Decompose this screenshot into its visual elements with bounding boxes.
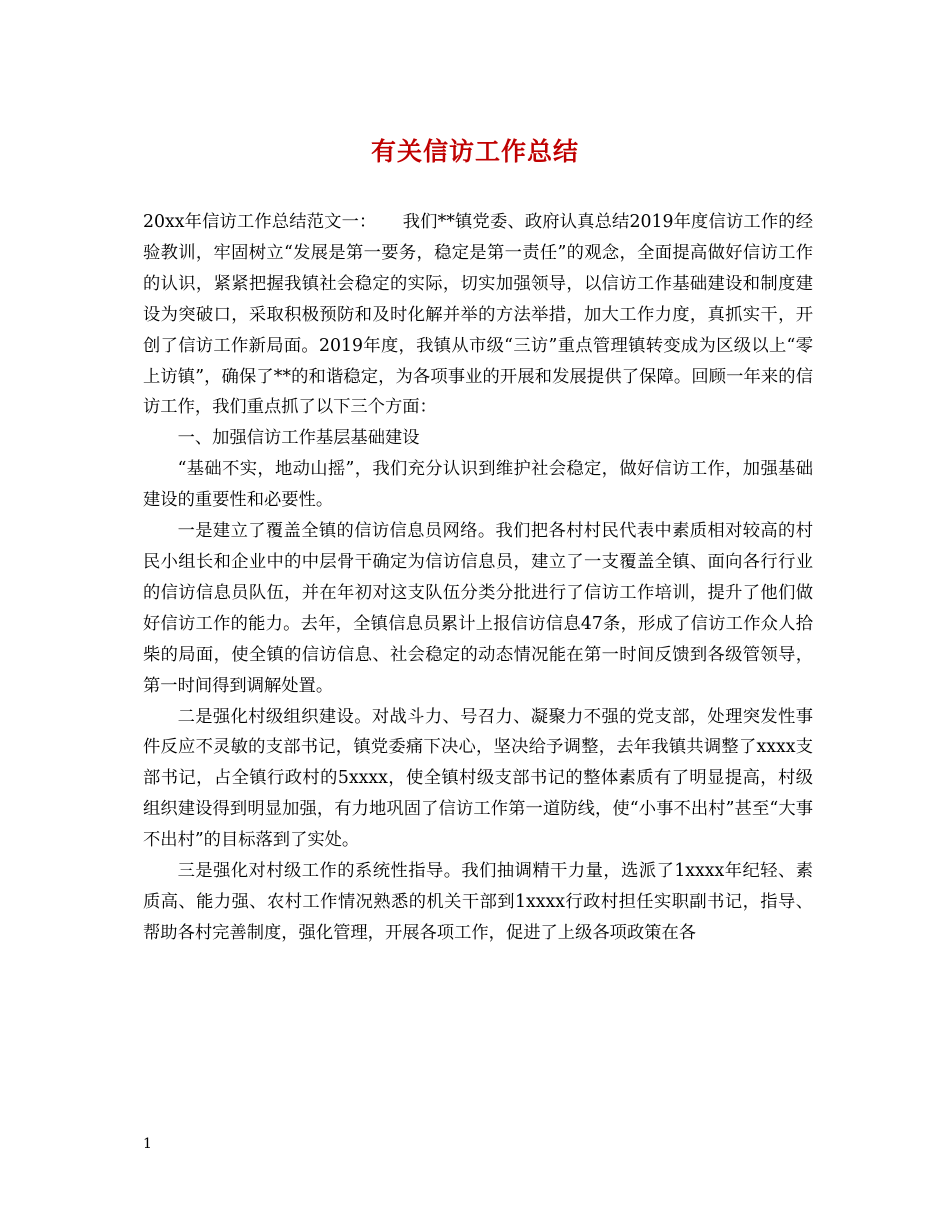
document-title: 有关信访工作总结 [370,137,579,166]
paragraph: “基础不实，地动山摇”，我们充分认识到维护社会稳定，做好信访工作，加强基础建设的重要性和必要性。 [143,459,813,511]
paragraph: 二是强化村级组织建设。对战斗力、号召力、凝聚力不强的党支部，处理突发性事件反应不灵敏的支部书记，镇党委痛下决心，坚决给予调整，去年我镇共调整了xxxx支部书记，占全镇行政村的5xxxx，使全镇村级支部书记的整体素质有了明显提高，村级组织建设得到明显加强，有力地巩固了信访工作第一道防线，使“小事不出村”甚至“大事不出村”的目标落到了实处。 [143,706,813,851]
document-body [143,207,813,949]
section-heading: 一、加强信访工作基层基础建设 [177,428,420,449]
page-number: 1 [143,1136,152,1152]
paragraph: 一是建立了覆盖全镇的信访信息员网络。我们把各村村民代表中素质相对较高的村民小组长和企业中的中层骨干确定为信访信息员，建立了一支覆盖全镇、面向各行行业的信访信息员队伍，并在年初对这支队伍分类分批进行了信访工作培训，提升了他们做好信访工作的能力。去年，全镇信息员累计上报信访信息47条，形成了信访工作众人拾柴的局面，使全镇的信访信息、社会稳定的动态情况能在第一时间反馈到各级管领导，第一时间得到调解处置。 [143,521,813,696]
paragraph: 三是强化对村级工作的系统性指导。我们抽调精干力量，选派了1xxxx年纪轻、素质高、能力强、农村工作情况熟悉的机关干部到1xxxx行政村担任实职副书记，指导、帮助各村完善制度，强化管理，开展各项工作，促进了上级各项政策在各 [143,861,813,943]
paragraph-intro: 20xx年信访工作总结范文一： 我们**镇党委、政府认真总结2019年度信访工作的经验教训，牢固树立“发展是第一要务，稳定是第一责任”的观念，全面提高做好信访工作的认识，紧紧把握我镇社会稳定的实际，切实加强领导，以信访工作基础建设和制度建设为突破口，采取积极预防和及时化解并举的方法举措，加大工作力度，真抓实干，开创了信访工作新局面。2019年度，我镇从市级“三访”重点管理镇转变成为区级以上“零上访镇”，确保了**的和谐稳定，为各项事业的开展和发展提供了保障。回顾一年来的信访工作，我们重点抓了以下三个方面： [143,212,813,418]
